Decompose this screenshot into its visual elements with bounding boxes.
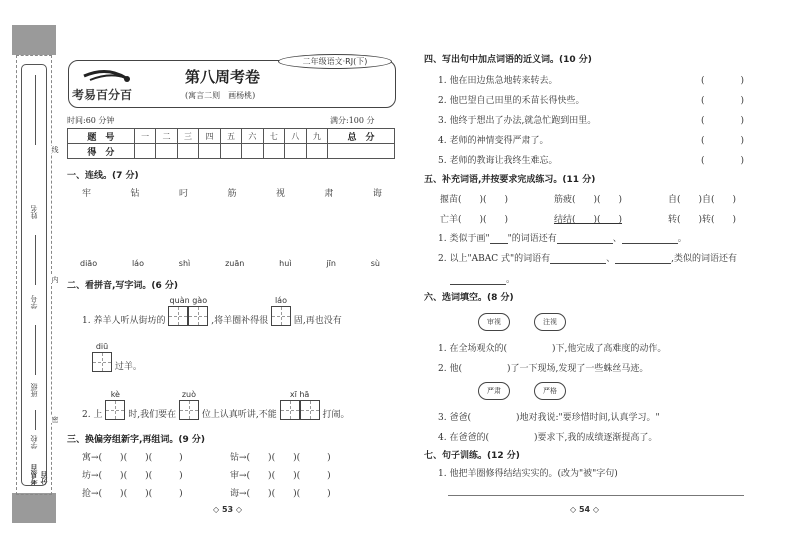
writing-box[interactable] <box>300 400 320 420</box>
answer-blank[interactable] <box>490 235 508 244</box>
table-row <box>68 144 395 159</box>
pinyin-hint: kè <box>110 390 120 399</box>
school-label: 学校 <box>30 435 38 449</box>
question-text: ,类似的词语还有 <box>671 254 737 264</box>
s5-question-2-cont <box>450 272 515 285</box>
score-cell[interactable] <box>285 144 306 159</box>
seal-char: 密 <box>51 416 59 423</box>
table-header: 七 <box>263 129 284 144</box>
table-header: 五 <box>220 129 241 144</box>
class-label: 班级 <box>30 383 38 397</box>
time-limit: 时间:60 分钟 <box>67 116 115 125</box>
list-item[interactable]: 1. 在全场观众的( )下,他完成了高难度的动作。 <box>438 344 667 354</box>
answer-blank[interactable] <box>622 235 678 244</box>
item-text: 3. 他终于想出了办法,就急忙跑到田里。 <box>438 116 597 126</box>
list-item[interactable]: 4. 在爸爸的( )要求下,我的成绩逐渐提高了。 <box>438 433 658 443</box>
table-row <box>68 129 395 144</box>
writing-box[interactable] <box>188 306 208 326</box>
score-cell[interactable] <box>328 144 395 159</box>
pinyin-item[interactable]: jīn <box>326 259 336 268</box>
brand-logo: 考易百分百 <box>72 88 133 102</box>
radical-item[interactable]: 坊→( )( )( ) <box>82 471 183 481</box>
s5-question-1 <box>438 231 687 244</box>
answer-blank[interactable]: ( ) <box>700 156 744 166</box>
seal-area <box>16 55 59 495</box>
question-text: "的词语还有 <box>507 234 557 244</box>
section-4-title: 四、写出句中加点词语的近义词。(10 分) <box>424 55 592 65</box>
idiom-blank[interactable]: 筋疲( )( ) <box>553 195 623 205</box>
question-text: 1. 养羊人听从街坊的 <box>82 316 166 326</box>
question-text: 固,再也没有 <box>293 316 342 326</box>
radical-item[interactable]: 诲→( )( )( ) <box>230 489 331 499</box>
char-item[interactable]: 诲 <box>372 189 382 199</box>
binding-strip <box>12 25 59 525</box>
char-item[interactable]: 肃 <box>324 189 334 199</box>
idiom-blank[interactable]: 揠苗( )( ) <box>440 195 509 205</box>
word-choices-2 <box>478 382 590 400</box>
idiom-blank[interactable]: 自( )自( ) <box>667 195 736 205</box>
s2-question-1-cont <box>92 342 142 372</box>
s3-left-column <box>82 449 183 503</box>
question-text: 1. 类似于画" <box>438 234 490 244</box>
table-header: 二 <box>156 129 177 144</box>
pinyin-hint: zuò <box>181 390 197 399</box>
char-item[interactable]: 筋 <box>227 189 237 199</box>
answer-blank[interactable]: ( ) <box>700 76 744 86</box>
word-cloud: 注视 <box>534 313 566 331</box>
pinyin-item[interactable]: huì <box>279 259 292 268</box>
char-row <box>82 186 382 199</box>
pinyin-item[interactable]: zuān <box>225 259 245 268</box>
table-header: 九 <box>306 129 327 144</box>
section-6-title: 六、选词填空。(8 分) <box>424 293 514 303</box>
list-item <box>438 91 744 111</box>
section-2-title: 二、看拼音,写字词。(6 分) <box>67 281 179 291</box>
item-text: 1. 他在田边焦急地转来转去。 <box>438 76 558 86</box>
score-cell[interactable] <box>177 144 198 159</box>
answer-blank[interactable]: ( ) <box>700 116 744 126</box>
score-cell[interactable] <box>306 144 327 159</box>
writing-box[interactable] <box>92 352 112 372</box>
question-text: 位上认真听讲,不能 <box>201 410 277 420</box>
answer-blank[interactable] <box>557 235 613 244</box>
section-1-title: 一、连线。(7 分) <box>67 171 139 181</box>
separator: 、 <box>606 254 616 264</box>
grade-badge: 二年级语文·RJ(下) <box>278 54 392 69</box>
page-number-right: ◇ 54 ◇ <box>570 505 600 514</box>
strip-top-block <box>12 25 56 55</box>
table-header: 六 <box>242 129 263 144</box>
s2-question-1 <box>82 296 342 326</box>
char-item[interactable]: 叼 <box>178 189 188 199</box>
radical-item[interactable]: 审→( )( )( ) <box>230 471 331 481</box>
question-text: 2. 上 <box>82 410 103 420</box>
table-header: 题 号 <box>68 129 135 144</box>
char-item[interactable]: 视 <box>275 189 285 199</box>
idiom-blank[interactable]: 转( )转( ) <box>667 215 736 225</box>
answer-blank[interactable]: ( ) <box>700 136 744 146</box>
s7-question-1: 1. 他把羊圈修得结结实实的。(改为"被"字句) <box>438 469 618 479</box>
s6-items-1 <box>438 339 666 379</box>
radical-item[interactable]: 抢→( )( )( ) <box>82 489 183 499</box>
s2-question-2 <box>82 390 349 420</box>
list-item <box>438 71 744 91</box>
score-cell[interactable] <box>263 144 284 159</box>
pinyin-row <box>80 259 380 268</box>
section-7-title: 七、句子训练。(12 分) <box>424 451 520 461</box>
table-header: 一 <box>134 129 155 144</box>
list-item[interactable]: 3. 爸爸( )地对我说:"要珍惜时间,认真学习。" <box>438 413 660 423</box>
question-text: 过羊。 <box>114 362 142 372</box>
page-title: 第八周考卷 <box>185 68 261 86</box>
student-id-label: 学号 <box>30 295 38 309</box>
strip-bottom-block <box>12 493 56 523</box>
question-text: ,将羊圈补得很 <box>211 316 269 326</box>
shooting-star-logo-icon <box>82 64 132 84</box>
score-cell[interactable] <box>199 144 220 159</box>
pinyin-item[interactable]: láo <box>131 259 144 268</box>
answer-blank[interactable] <box>615 255 671 264</box>
seal-char: 内 <box>51 276 59 283</box>
table-header: 四 <box>199 129 220 144</box>
section-3-title: 三、换偏旁组新字,再组词。(9 分) <box>67 435 206 445</box>
word-choices-1 <box>478 313 590 331</box>
char-item[interactable]: 牢 <box>82 189 92 199</box>
item-text: 5. 老师的教诲让我终生难忘。 <box>438 156 558 166</box>
pinyin-hint: quàn gào <box>169 296 208 305</box>
table-header: 总 分 <box>328 129 395 144</box>
writing-box[interactable] <box>271 306 291 326</box>
page-subtitle: (寓言二则 画杨桃) <box>185 91 256 100</box>
period: 。 <box>506 275 516 285</box>
score-cell[interactable] <box>156 144 177 159</box>
answer-blank[interactable] <box>550 255 606 264</box>
writing-box[interactable] <box>179 400 199 420</box>
s5-question-2 <box>438 251 737 264</box>
score-cell[interactable] <box>134 144 155 159</box>
score-cell[interactable] <box>242 144 263 159</box>
idiom-blank[interactable]: 亡羊( )( ) <box>440 215 509 225</box>
idiom-blank[interactable]: 结结( )( ) <box>553 215 623 225</box>
pinyin-item[interactable]: shì <box>178 259 191 268</box>
pinyin-hint: xī hā <box>289 390 310 399</box>
word-cloud: 审视 <box>478 313 510 331</box>
char-item[interactable]: 钻 <box>130 189 140 199</box>
list-item <box>438 131 744 151</box>
separator: 、 <box>612 234 622 244</box>
strip-logo: 考易百分百 <box>30 464 48 485</box>
student-info-card <box>21 64 47 486</box>
question-text: 时,我们要在 <box>128 410 177 420</box>
period: 。 <box>677 234 687 244</box>
writing-box[interactable] <box>280 400 300 420</box>
name-label: 姓名 <box>30 205 38 219</box>
item-text: 2. 他巴望自己田里的禾苗长得快些。 <box>438 96 585 106</box>
question-text: 2. 以上"ABAC 式"的词语有 <box>438 254 551 264</box>
list-item <box>438 111 744 131</box>
full-score: 满分:100 分 <box>330 116 375 125</box>
word-cloud: 严肃 <box>478 382 510 400</box>
page-number-left: ◇ 53 ◇ <box>213 505 243 514</box>
s6-items-2 <box>438 408 660 448</box>
answer-blank[interactable] <box>450 276 506 285</box>
section-5-title: 五、补充词语,并按要求完成练习。(11 分) <box>424 175 596 185</box>
table-header: 八 <box>285 129 306 144</box>
seal-char: 线 <box>51 146 59 153</box>
table-header: 三 <box>177 129 198 144</box>
s3-right-column <box>230 449 331 503</box>
writing-box[interactable] <box>168 306 188 326</box>
item-text: 4. 老师的神情变得严肃了。 <box>438 136 549 146</box>
question-text: 打闹。 <box>322 410 350 420</box>
radical-item[interactable]: 钻→( )( )( ) <box>230 453 331 463</box>
list-item[interactable]: 2. 他( )了一下现场,发现了一些蛛丝马迹。 <box>438 364 649 374</box>
answer-line[interactable] <box>448 495 744 496</box>
writing-box[interactable] <box>105 400 125 420</box>
pinyin-item[interactable]: diāo <box>80 259 98 268</box>
s4-items <box>438 71 744 171</box>
list-item <box>438 151 744 171</box>
pinyin-hint: diū <box>95 342 109 351</box>
score-cell[interactable] <box>220 144 241 159</box>
word-cloud: 严格 <box>534 382 566 400</box>
answer-blank[interactable]: ( ) <box>700 96 744 106</box>
pinyin-item[interactable]: sù <box>370 259 380 268</box>
score-table <box>67 128 395 159</box>
radical-item[interactable]: 寓→( )( )( ) <box>82 453 183 463</box>
s5-idioms <box>440 190 736 230</box>
pinyin-hint: láo <box>274 296 287 305</box>
row-label: 得 分 <box>68 144 135 159</box>
